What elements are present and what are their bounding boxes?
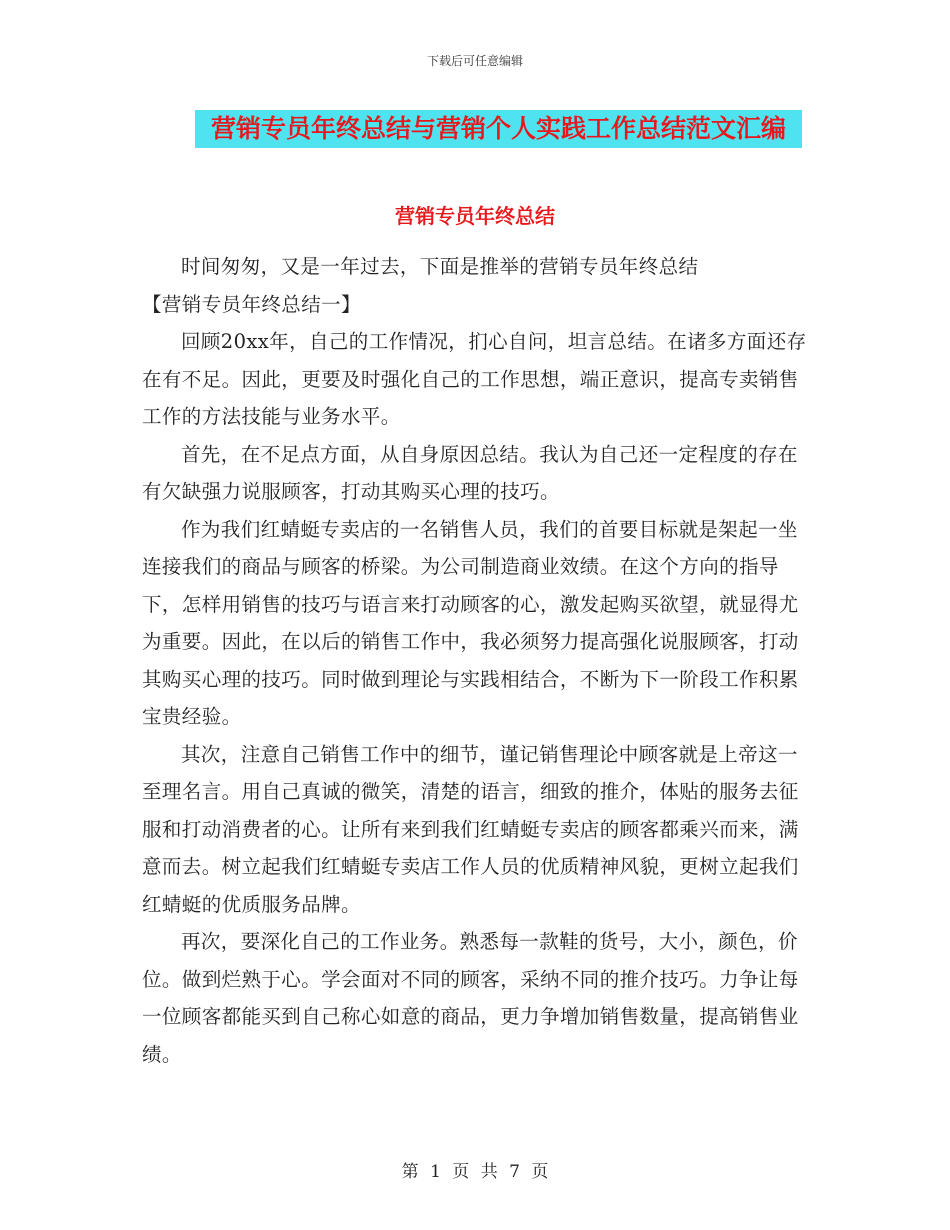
page-footer: 第 1 页 共 7 页 bbox=[401, 1162, 549, 1182]
document-body bbox=[142, 248, 807, 1073]
subheading: 【营销专员年终总结一】 bbox=[142, 292, 361, 316]
main-title: 营销专员年终总结与营销个人实践工作总结范文汇编 bbox=[195, 110, 802, 148]
paragraph: 首先，在不足点方面，从自身原因总结。我认为自己还一定程度的存在有欠缺强力说服顾客，打动其购买心理的技巧。 bbox=[142, 442, 798, 503]
section-title: 营销专员年终总结 bbox=[395, 204, 555, 228]
header-note: 下载后可任意编辑 bbox=[426, 54, 523, 68]
paragraph: 其次，注意自己销售工作中的细节，谨记销售理论中顾客就是上帝这一至理名言。用自己真诚的微笑，清楚的语言，细致的推介，体贴的服务去征服和打动消费者的心。让所有来到我们红蜻蜓专卖店的顾客都乘兴而来，满意而去。树立起我们红蜻蜓专卖店工作人员的优质精神风貌，更树立起我们红蜻蜓的优质服务品牌。 bbox=[142, 742, 799, 916]
paragraph: 再次，要深化自己的工作业务。熟悉每一款鞋的货号，大小，颜色，价位。做到烂熟于心。学会面对不同的顾客，采纳不同的推介技巧。力争让每一位顾客都能买到自己称心如意的商品，更力争增加销售数量，提高销售业绩。 bbox=[142, 930, 799, 1066]
paragraph: 回顾20xx年，自己的工作情况，扪心自问，坦言总结。在诸多方面还存在有不足。因此，更要及时强化自己的工作思想，端正意识，提高专卖销售工作的方法技能与业务水平。 bbox=[142, 330, 807, 428]
intro-paragraph: 时间匆匆，又是一年过去，下面是推举的营销专员年终总结 bbox=[181, 255, 699, 278]
paragraph: 作为我们红蜻蜓专卖店的一名销售人员，我们的首要目标就是架起一坐连接我们的商品与顾客的桥梁。为公司制造商业效绩。在这个方向的指导下，怎样用销售的技巧与语言来打动顾客的心，激发起购买欲望，就显得尤为重要。因此，在以后的销售工作中，我必须努力提高强化说服顾客，打动其购买心理的技巧。同时做到理论与实践相结合，不断为下一阶段工作积累宝贵经验。 bbox=[142, 517, 799, 728]
